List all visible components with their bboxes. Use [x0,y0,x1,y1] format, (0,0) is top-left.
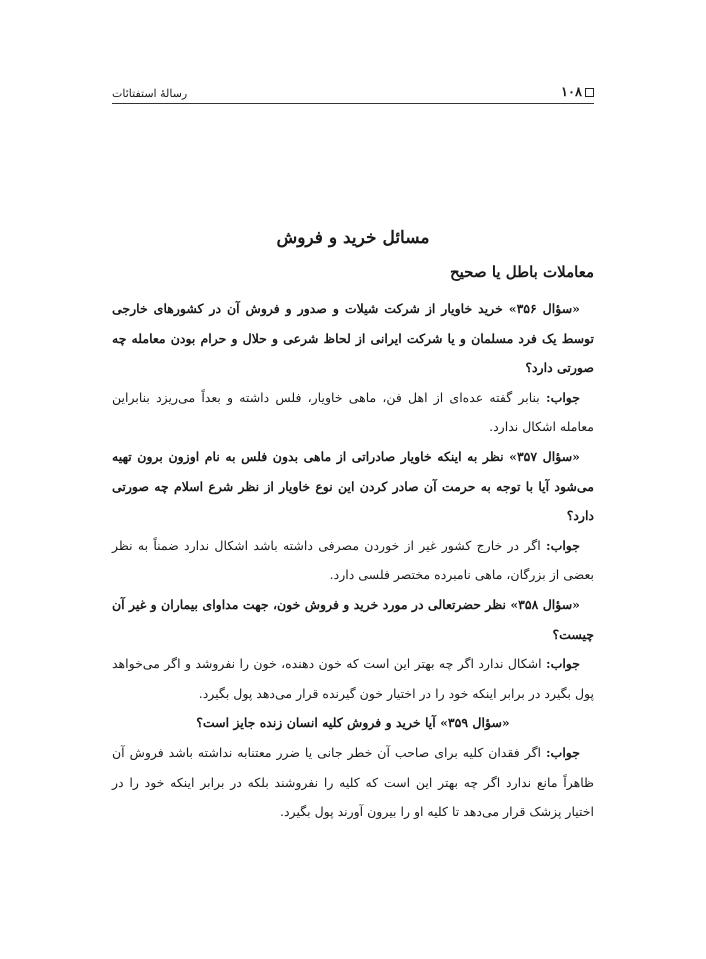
answer-label: جواب: [545,744,580,760]
answer-paragraph [112,383,594,442]
answer-text: بنابر گفته عده‌ای از اهل فن، ماهی خاویار، فلس داشته و بعداً می‌ریزد بنابراین معامله اشکال ندارد. [112,389,594,435]
answer-text: اشکال ندارد اگر چه بهتر این است که خون دهنده، خون را نفروشد و اگر می‌خواهد پول بگیرد در برابر اینکه خود را در اختیار خون گیرنده قرار می‌دهد پول بگیرد. [112,656,594,701]
body-text [112,294,594,827]
section-title: معاملات باطل یا صحیح [449,263,594,281]
answer-label: جواب: [545,656,580,672]
document-page [112,0,594,959]
answer-paragraph [112,531,594,590]
question-paragraph [112,590,594,649]
answer-text: اگر فقدان کلیه برای صاحب آن خطر جانی یا ضرر معتنابه نداشته باشد فروش آن ظاهراً مانع ندارد اگر چه بهتر این است که کلیه را نفروشند بلکه در برابر اینکه خود را در اختیار پزشک قرار می‌دهد تا کلیه او را بیرون آورند پول بگیرد. [112,744,594,820]
answer-paragraph [112,649,594,708]
running-header [112,80,594,104]
question-text: خرید خاویار از شرکت شیلات و صدور و فروش آن در کشورهای خارجی توسط یک فرد مسلمان و یا شرکت ایرانی از لحاظ شرعی و حلال و حرام بودن معامله چه صورتی دارد؟ [112,301,594,376]
question-text: نظر حضرتعالی در مورد خرید و فروش خون، جهت مداوای بیماران و غیر آن چیست؟ [112,596,594,642]
question-label: «سؤال ۳۵۸» [510,596,580,612]
chapter-title: مسائل خرید و فروش [276,228,430,248]
question-text: نظر به اینکه خاویار صادراتی از ماهی بدون فلس به نام اوزون برون تهیه می‌شود آیا با توجه به حرمت آن صادر کردن این نوع خاویار از نظر شرع اسلام چه صورتی دارد؟ [112,448,594,524]
question-label: «سؤال ۳۵۹» [440,715,510,731]
question-paragraph [112,708,594,738]
book-title: رسالۀ استفتائات [112,87,188,100]
answer-text: اگر در خارج کشور غیر از خوردن مصرفی داشته باشد اشکال ندارد ضمناً به نظر بعضی از بزرگان، ماهی نامبرده مختصر فلسی دارد. [112,537,594,583]
page-number [561,85,594,100]
page-number-text: ۱۰۸ [561,85,582,100]
answer-paragraph [112,738,594,827]
answer-label: جواب: [545,389,580,405]
question-paragraph [112,442,594,531]
question-paragraph [112,294,594,383]
question-label: «سؤال ۳۵۶» [508,301,580,316]
question-label: «سؤال ۳۵۷» [509,448,580,464]
answer-label: جواب: [545,537,580,553]
question-text: آیا خرید و فروش کلیه انسان زنده جایز است؟ [196,715,436,731]
square-box-icon [585,88,594,97]
